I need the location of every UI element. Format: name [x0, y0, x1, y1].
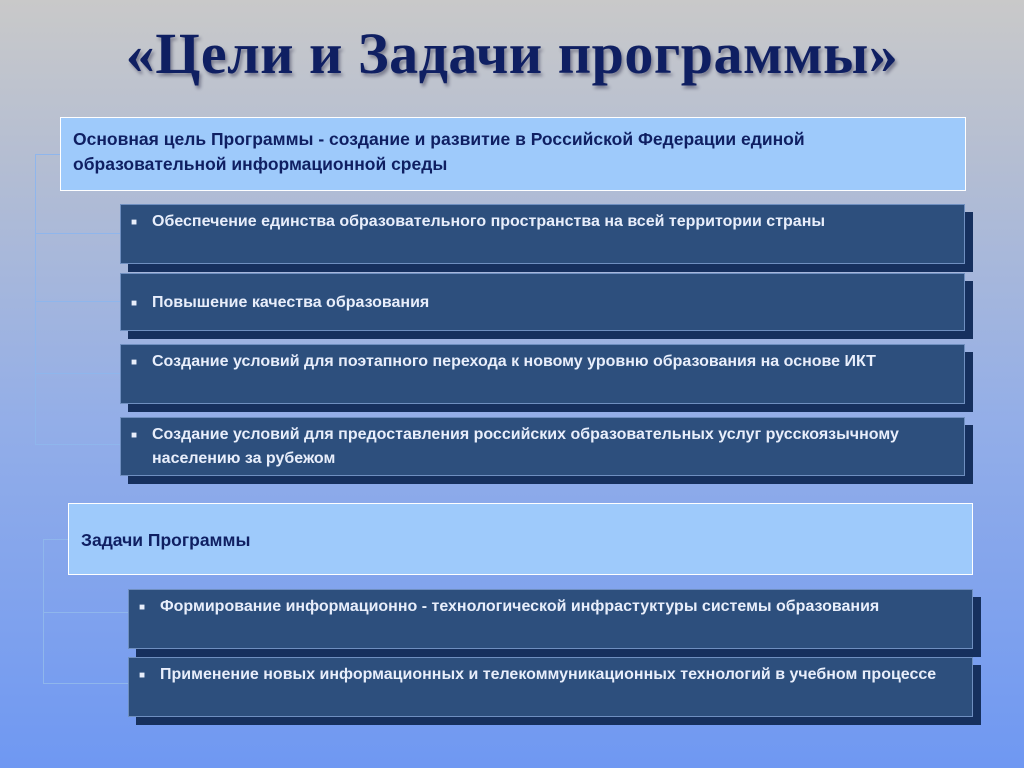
goal-item-text: Повышение качества образования	[152, 294, 430, 311]
bullet-icon: ■	[131, 217, 138, 228]
goals-connector-4	[35, 444, 120, 445]
goal-item-4	[120, 417, 965, 476]
goals-connector-3	[35, 373, 120, 374]
goal-item-1	[120, 204, 965, 264]
tasks-connector-vertical	[43, 539, 44, 683]
goal-item-text: Обеспечение единства образовательного пространства на всей территории страны	[152, 213, 826, 230]
goal-item-3	[120, 344, 965, 404]
slide-title: «Цели и Задачи программы»	[125, 21, 899, 86]
task-item-text: Формирование информационно - технологической инфрастуктуры системы образования	[160, 598, 880, 615]
goals-connector-1	[35, 233, 120, 234]
goal-item-text: Создание условий для предоставления российских образовательных услуг русскоязычному населению за рубежом	[152, 426, 899, 467]
bullet-icon: ■	[139, 670, 146, 681]
bullet-icon: ■	[131, 430, 138, 441]
bullet-icon: ■	[131, 298, 138, 309]
tasks-connector-header	[43, 539, 68, 540]
tasks-connector-1	[43, 612, 128, 613]
goal-header-text: Основная цель Программы - создание и развитие в Российской Федерации единой образовательной информационной среды	[73, 129, 805, 174]
bullet-icon: ■	[131, 357, 138, 368]
goals-connector-vertical	[35, 154, 36, 444]
task-item-text: Применение новых информационных и телекоммуникационных технологий в учебном процессе	[160, 666, 937, 683]
task-item-1	[128, 589, 973, 649]
goal-item-2	[120, 273, 965, 331]
task-item-2	[128, 657, 973, 717]
goals-connector-2	[35, 301, 120, 302]
goal-item-text: Создание условий для поэтапного перехода к новому уровню образования на основе ИКТ	[152, 353, 876, 370]
tasks-header-text: Задачи Программы	[81, 530, 251, 550]
bullet-icon: ■	[139, 602, 146, 613]
tasks-header-box	[68, 503, 973, 575]
goals-connector-header	[35, 154, 60, 155]
goal-header-box	[60, 117, 966, 191]
tasks-connector-2	[43, 683, 128, 684]
